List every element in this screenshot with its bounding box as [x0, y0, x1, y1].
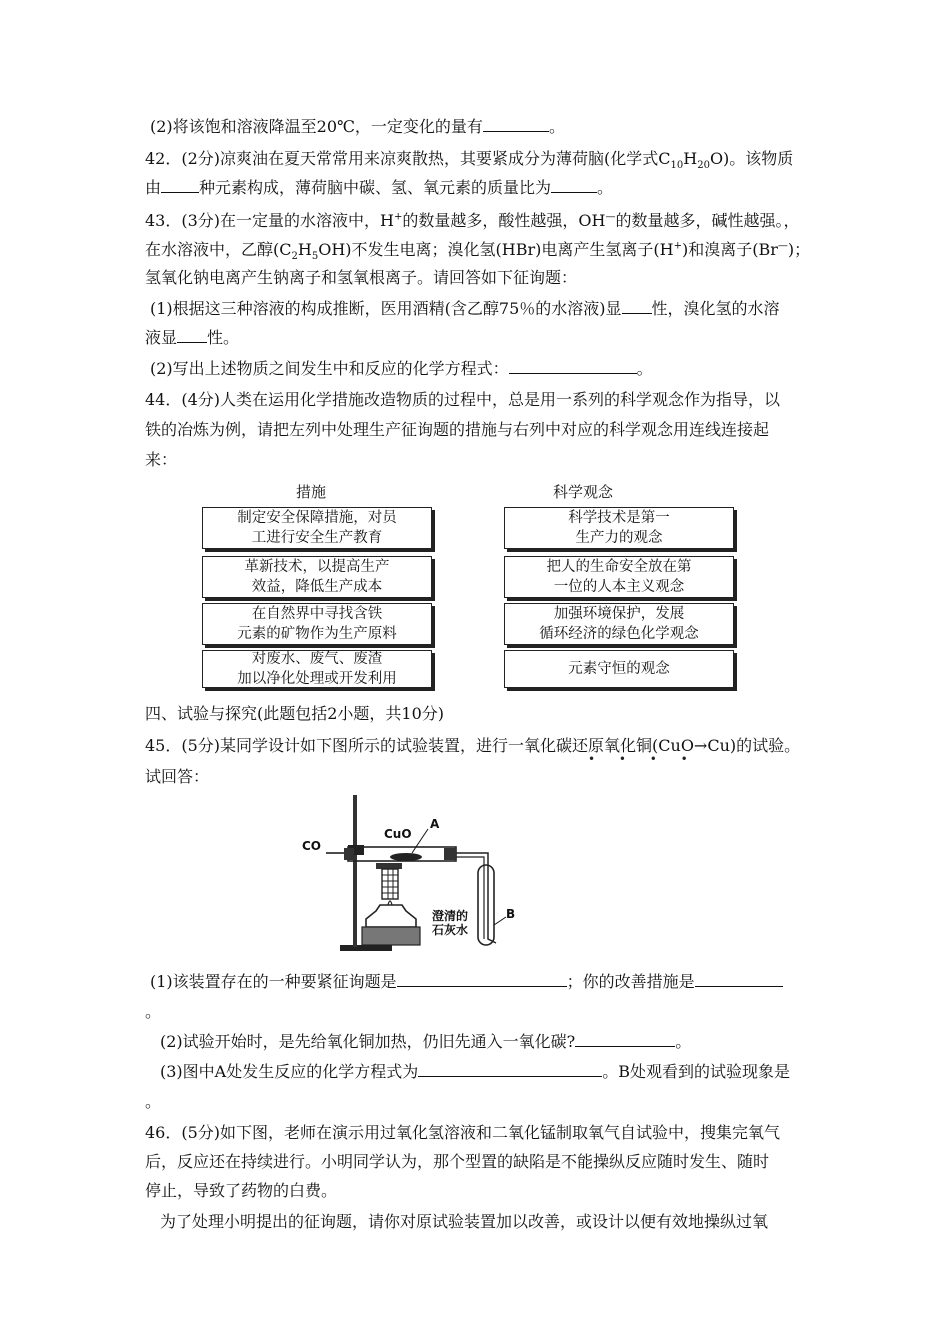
q45-part3: (3)图中A处发生反应的化学方程式为 。B处观看到的试验现象是 — [160, 1062, 790, 1081]
q42-line1: 42．(2分)凉爽油在夏天常常用来凉爽散热，其要紧成分为薄荷脑(化学式$C_{10}H_{20}O$)。该物质 — [145, 149, 794, 172]
q44-line2: 铁的冶炼为例，请把左列中处理生产征询题的措施与右列中对应的科学观念用连线连接起 — [145, 420, 770, 439]
limewater-label-1: 澄清的 — [432, 909, 469, 923]
q46-line4: 为了处理小明提出的征询题，请你对原试验装置加以改善，或设计以便有效地操纵过氧 — [160, 1212, 769, 1231]
point-b-label: B — [506, 907, 516, 921]
q43-part2: (2)写出上述物质之间发生中和反应的化学方程式： 。 — [150, 359, 653, 378]
q41-part2: (2)将该饱和溶液降温至20℃，一定变化的量有 。 — [150, 117, 565, 136]
q42-line2: 由 种元素构成，薄荷脑中碳、氢、氧元素的质量比为 。 — [145, 178, 614, 197]
co-label: CO — [302, 839, 322, 853]
q43-part1-line2: 液显 性。 — [145, 328, 240, 347]
answer-blank[interactable] — [695, 972, 783, 987]
answer-blank[interactable] — [161, 178, 199, 193]
measure-box-4[interactable]: 对废水、废气、废渣 加以净化处理或开发利用 — [202, 650, 432, 688]
q43-line2: 在水溶液中，乙醇$(C_2H_5OH)$不发生电离；溴化氢(HBr)电离产生氢离子(H+)和溴离子(Br—)； — [145, 240, 811, 263]
q44-line3: 来： — [145, 450, 178, 469]
section-four-heading: 四、试验与探究(此题包括2小题，共10分) — [145, 704, 445, 723]
concept-box-1[interactable]: 科学技术是第一 生产力的观念 — [504, 507, 734, 549]
concept-box-2[interactable]: 把人的生命安全放在第 一位的人本主义观念 — [504, 556, 734, 598]
q46-line3: 停止，导致了药物的白费。 — [145, 1181, 338, 1200]
answer-blank[interactable] — [575, 1032, 675, 1047]
answer-blank[interactable] — [418, 1062, 602, 1077]
apparatus-drawing — [296, 793, 526, 955]
measure-box-2[interactable]: 革新技术，以提高生产 效益，降低生产成本 — [202, 556, 432, 598]
emphasis-dots: • • • • — [588, 752, 698, 766]
q43-line3: 氢氧化钠电离产生钠离子和氢氧根离子。请回答如下征询题： — [145, 268, 578, 287]
q44-line1: 44．(4分)人类在运用化学措施改造物质的过程中，总是用一系列的科学观念作为指导，以 — [145, 390, 781, 409]
measures-header: 措施 — [296, 483, 327, 501]
q45-part3-end: 。 — [145, 1092, 162, 1111]
cuo-label: CuO — [384, 827, 412, 841]
q45-part1-line2: 。 — [145, 1002, 162, 1021]
answer-blank[interactable] — [509, 359, 637, 374]
q43-line1: 43．(3分)在一定量的水溶液中，H+的数量越多，酸性越强，OH—的数量越多，碱性越强。， — [145, 211, 800, 230]
answer-blank[interactable] — [397, 972, 567, 987]
answer-blank[interactable] — [483, 117, 549, 132]
answer-blank[interactable] — [177, 328, 207, 343]
answer-blank[interactable] — [551, 178, 597, 193]
limewater-label-2: 石灰水 — [432, 923, 469, 937]
q43-part1-line1: (1)根据这三种溶液的构成推断，医用酒精(含乙醇75％的水溶液)显 性，溴化氢的水溶 — [150, 299, 780, 318]
q45-part1-line1: (1)该装置存在的一种要紧征询题是 ；你的改善措施是 — [150, 972, 783, 992]
concept-box-4[interactable]: 元素守恒的观念 — [504, 650, 734, 688]
concept-box-3[interactable]: 加强环境保护，发展 循环经济的绿色化学观念 — [504, 603, 734, 645]
q45-line2: 试回答： — [145, 767, 210, 786]
measure-box-3[interactable]: 在自然界中寻找含铁 元素的矿物作为生产原料 — [202, 603, 432, 645]
concepts-header: 科学观念 — [553, 483, 614, 501]
q45-part2: (2)试验开始时，是先给氧化铜加热，仍旧先通入一氧化碳? 。 — [160, 1032, 692, 1051]
answer-blank[interactable] — [622, 299, 652, 314]
co-reduction-apparatus — [296, 793, 526, 955]
q46-line1: 46．(5分)如下图，老师在演示用过氧化氢溶液和二氧化锰制取氧气自试验中，搜集完氧气 — [145, 1123, 781, 1142]
q45-line1: 45．(5分)某同学设计如下图所示的试验装置，进行一氧化碳还原氧化铜(CuO→Cu)的试验。 — [145, 736, 801, 755]
point-a-label: A — [430, 817, 440, 831]
q46-line2: 后，反应还在持续进行。小明同学认为，那个型置的缺陷是不能操纵反应随时发生、随时 — [145, 1152, 770, 1171]
measure-box-1[interactable]: 制定安全保障措施，对员 工进行安全生产教育 — [202, 507, 432, 549]
